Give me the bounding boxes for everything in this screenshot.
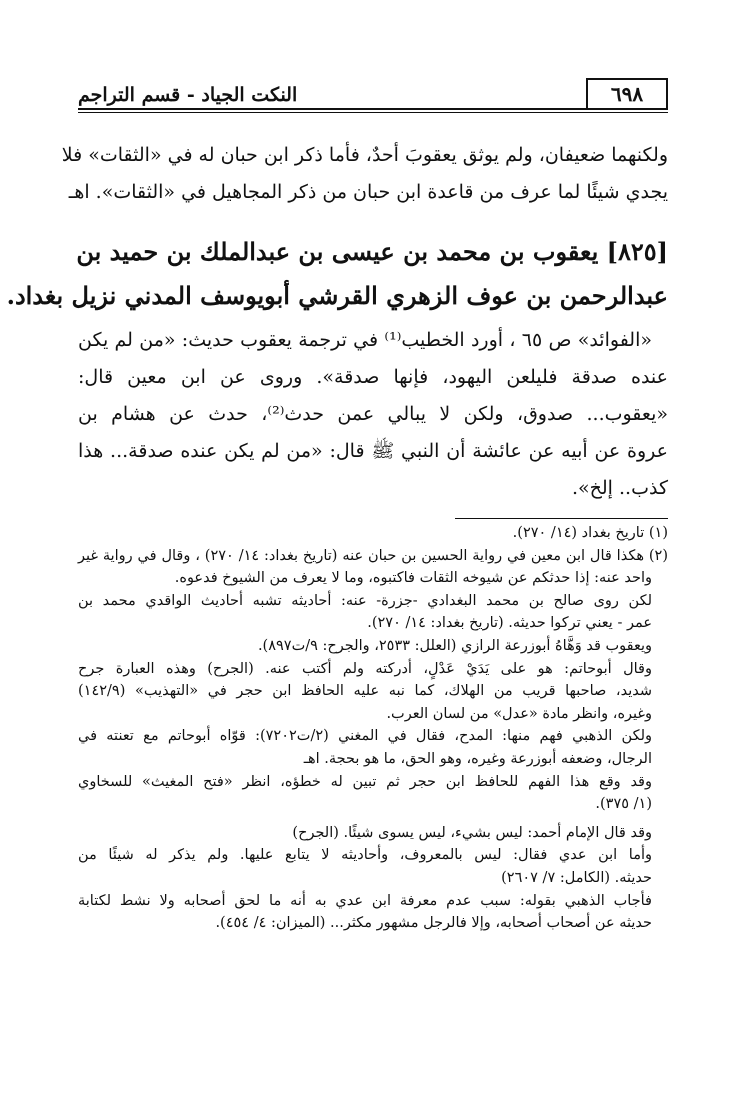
heading-line: [٨٢٥] يعقوب بن محمد بن عيسى بن عبدالملك بن حميد بن bbox=[76, 237, 668, 266]
footnote-line: وغيره، وانظر مادة «عدل» من لسان العرب. bbox=[386, 705, 652, 722]
footnote-line: حديثه. (الكامل: ٧/ ٢٦٠٧) bbox=[501, 869, 652, 886]
footnote-line: (٢) هكذا قال ابن معين في رواية الحسين بن حبان عنه (تاريخ بغداد: ١٤/ ٢٧٠) ، وقال في رواية غير bbox=[78, 547, 668, 564]
footnote-line: فأجاب الذهبي بقوله: سبب عدم معرفة ابن عدي به أنه ما لحق أصحابه ولا نشط لكتابة bbox=[78, 892, 652, 909]
text-line: «يعقوب... صدوق، ولكن لا يبالي عمن حدث⁽²⁾، حدث عن هشام بن bbox=[78, 403, 669, 425]
footnote-line: عمر - يعني تركوا حديثه. (تاريخ بغداد: ١٤/ ٢٧٠). bbox=[367, 615, 652, 632]
footnote-line: لكن روى صالح بن محمد البغدادي -جزرة- عنه: أحاديثه تشبه أحاديث الواقدي محمد بن bbox=[78, 592, 652, 609]
footnote-line: ويعقوب قد وَهَّاهُ أبوزرعة الرازي (العلل: ٢٥٣٣، والجرح: ٩/ت٨٩٧). bbox=[257, 637, 652, 654]
entry-heading bbox=[6, 230, 668, 318]
text-line: يجدي شيئًا لما عرف من قاعدة ابن حبان من ذكر المجاهيل في «الثقات». اهـ bbox=[68, 181, 668, 203]
footnote-line: وأما ابن عدي فقال: ليس بالمعروف، وأحاديثه لا يتابع عليها. ولم يذكر له شيئًا من bbox=[78, 847, 652, 864]
text-line: ولكنهما ضعيفان، ولم يوثق يعقوبَ أحدٌ، فأما ذكر ابن حبان له في «الثقات» فلا bbox=[61, 144, 668, 166]
footnote-line: حديثه عن أصحاب أصحابه، وإلا فالرجل مشهور مكثر... (الميزان: ٤/ ٤٥٤). bbox=[215, 915, 652, 932]
intro-paragraph bbox=[61, 137, 668, 211]
footnote-line: (١) تاريخ بغداد (١٤/ ٢٧٠). bbox=[512, 525, 668, 541]
footnote-line: شديد، صاحبها قريب من الهلاك، كما نبه عليه الحافظ ابن حجر في «التهذيب» (١٤٢/٩) bbox=[78, 683, 652, 700]
footnote-line: ولكن الذهبي فهم منها: المدح، فقال في المغني (٢/ت٧٢٠٢): قوّاه أبوحاتم مع تعنته في bbox=[78, 728, 652, 745]
text-line: عنده صدقة فليلعن اليهود، فإنها صدقة». وروى عن ابن معين قال: bbox=[78, 366, 668, 388]
footnote-separator bbox=[455, 518, 668, 519]
text-line: عروة عن أبيه عن عائشة أن النبي ﷺ قال: «من لم يكن عنده صدقة... هذا bbox=[78, 440, 668, 462]
page-number: ٦٩٨ bbox=[586, 78, 668, 108]
header-rule-thin bbox=[78, 112, 668, 113]
footnote-line: وقال أبوحاتم: هو على يَدَيْ عَدْلٍ، أدركته ولم أكتب عنه. (الجرح) وهذه العبارة جرح bbox=[78, 660, 652, 677]
page-header bbox=[78, 78, 668, 118]
text-line: «الفوائد» ص ٦٥ ، أورد الخطيب⁽¹⁾ في ترجمة يعقوب حديث: «من لم يكن bbox=[78, 329, 652, 351]
footnote-line: وقد قال الإمام أحمد: ليس بشيء، ليس يسوى شيئًا. (الجرح) bbox=[292, 824, 652, 841]
footnote-line: (١/ ٣٧٥). bbox=[595, 796, 652, 813]
running-title: النكت الجياد - قسم التراجم bbox=[78, 84, 298, 106]
entry-body bbox=[78, 322, 668, 507]
header-rule bbox=[78, 108, 668, 110]
footnote-line: واحد عنه: إذا حدثكم عن شيوخه الثقات فاكتبوه، وما لا يعرف من الشيوخ فدعوه. bbox=[174, 570, 652, 587]
footnotes bbox=[78, 522, 668, 935]
heading-line: عبدالرحمن بن عوف الزهري القرشي أبويوسف المدني نزيل بغداد. bbox=[6, 281, 668, 310]
footnote-line: الرجال، وضعفه أبوزرعة وغيره، وهو الحق، ما هو بحجة. اهـ bbox=[303, 750, 652, 767]
footnote-line: وقد وقع هذا الفهم للحافظ ابن حجر ثم تبين له خطؤه، انظر «فتح المغيث» للسخاوي bbox=[78, 773, 652, 790]
text-line: كذب.. إلخ». bbox=[571, 477, 668, 499]
